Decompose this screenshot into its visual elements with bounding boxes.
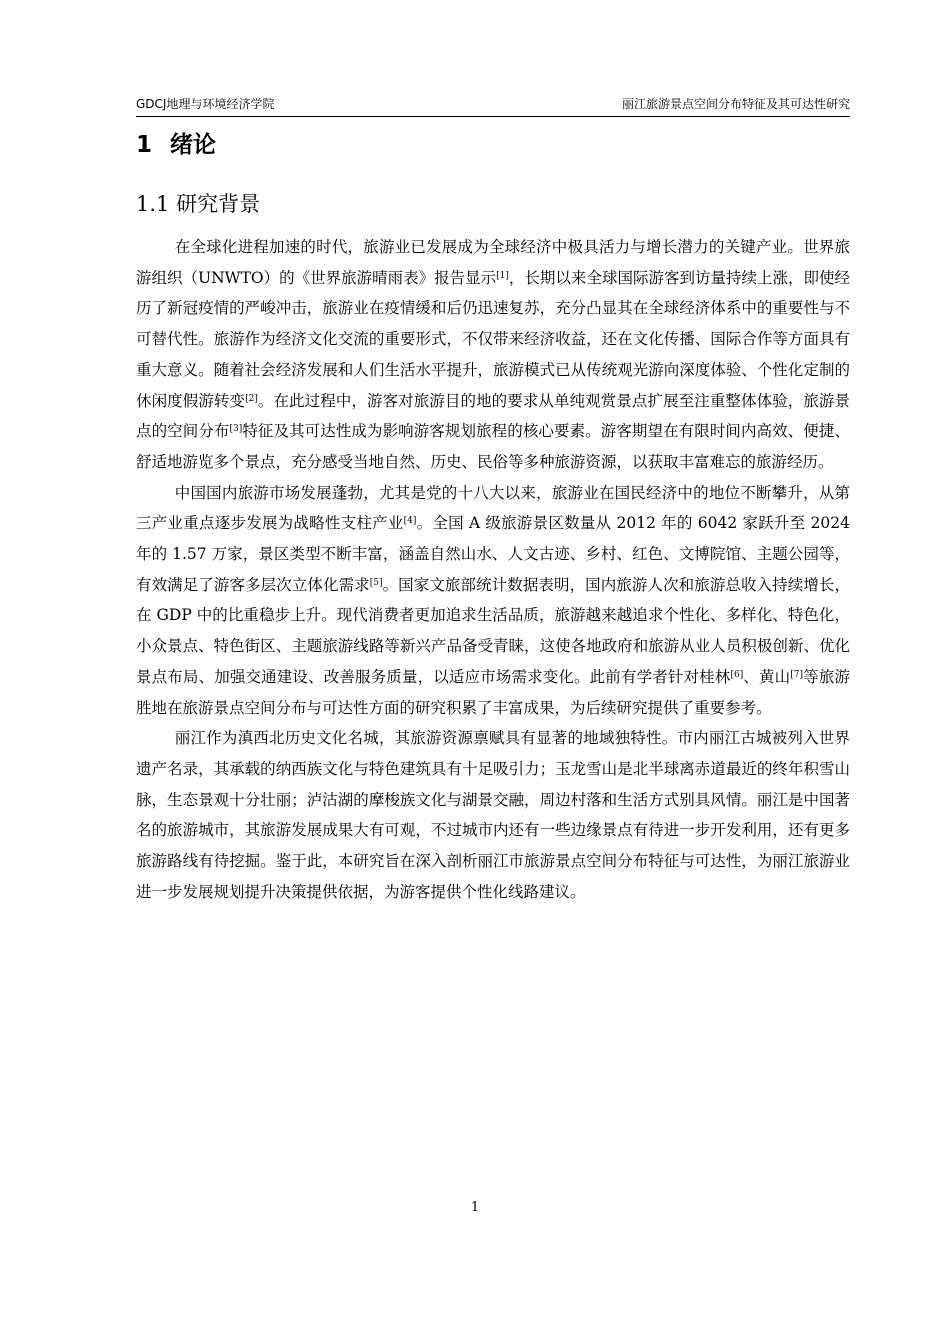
paragraph-text: 特征及其可达性成为影响游客规划旅程的核心要素。游客期望在有限时间内高效、便捷、舒适地游览多个景点，充分感受当地自然、历史、民俗等多种旅游资源，以获取丰富难忘的旅游经历。 <box>136 422 850 471</box>
paragraph-text: 丽江作为滇西北历史文化名城，其旅游资源禀赋具有显著的地域独特性。市内丽江古城被列入世界遗产名录，其承载的纳西族文化与特色建筑具有十足吸引力；玉龙雪山是北半球离赤道最近的终年积雪山脉，生态景观十分壮丽；泸沽湖的摩梭族文化与湖景交融，周边村落和生活方式别具风情。丽江是中国著名的旅游城市，其旅游发展成果大有可观，不过城市内还有一些边缘景点有待进一步开发利用，还有更多旅游路线有待挖掘。鉴于此，本研究旨在深入剖析丽江市旅游景点空间分布特征与可达性，为丽江旅游业进一步发展规划提升决策提供依据，为游客提供个性化线路建议。 <box>136 729 850 901</box>
paragraph-text: ，长期以来全球国际游客到访量持续上涨，即使经历了新冠疫情的严峻冲击，旅游业在疫情缓和后仍迅速复苏，充分凸显其在全球经济体系中的重要性与不可替代性。旅游作为经济文化交流的重要形式，不仅带来经济收益，还在文化传播、国际合作等方面具有重大意义。随着社会经济发展和人们生活水平提升，旅游模式已从传统观光游向深度体验、个性化定制的休闲度假游转变 <box>136 268 850 410</box>
paragraph-text: 、黄山 <box>743 667 791 686</box>
citation-marker: [5] <box>369 577 383 588</box>
header-institution: GDCJ地理与环境经济学院 <box>136 97 275 111</box>
body-text <box>136 232 850 907</box>
citation-marker: [7] <box>790 669 804 680</box>
citation-marker: [1] <box>496 270 509 281</box>
page-number: 1 <box>470 1200 480 1215</box>
body-paragraph <box>136 723 850 907</box>
body-paragraph <box>136 232 850 478</box>
body-paragraph <box>136 478 850 724</box>
paragraph-text: 。在此过程中，游客对旅游目的地的要求从单纯观赏景点扩展至注重整体体验，旅游景点的空间分布 <box>136 391 850 441</box>
citation-marker: [4] <box>403 516 417 527</box>
chapter-number: 1 <box>136 132 153 158</box>
header-title: 丽江旅游景点空间分布特征及其可达性研究 <box>621 97 850 111</box>
paragraph-text: 等旅游胜地在旅游景点空间分布与可达性方面的研究积累了丰富成果，为后续研究提供了重要参考。 <box>136 667 850 717</box>
paragraph-text: 在全球化进程加速的时代，旅游业已发展成为全球经济中极具活力与增长潜力的关键产业。世界旅游组织（UNWTO）的《世界旅游晴雨表》报告显示 <box>136 238 850 287</box>
chapter-heading <box>136 126 850 159</box>
citation-marker: [6] <box>730 669 744 680</box>
paragraph-text: 。国家文旅部统计数据表明，国内旅游人次和旅游总收入持续增长，在 GDP 中的比重稳步上升。现代消费者更加追求生活品质，旅游越来越追求个性化、多样化、特色化，小众景点、特色街区、主题旅游线路等新兴产品备受青睐，这使各地政府和旅游从业人员积极创新、优化景点布局、加强交通建设、改善服务质量，以适应市场需求变化。此前有学者针对桂林 <box>136 575 850 686</box>
citation-marker: [2] <box>245 393 258 404</box>
section-heading: 1.1 研究背景 <box>136 192 261 216</box>
paragraph-text: 中国国内旅游市场发展蓬勃，尤其是党的十八大以来，旅游业在国民经济中的地位不断攀升，从第三产业重点逐步发展为战略性支柱产业 <box>136 483 850 533</box>
paragraph-text: 。全国 A 级旅游景区数量从 2012 年的 6042 家跃升至 2024 年的 1.57 万家，景区类型不断丰富，涵盖自然山水、人文古迹、乡村、红色、文博院馆、主题公园等，有效满足了游客多层次立体化需求 <box>136 514 850 594</box>
citation-marker: [3] <box>229 424 243 435</box>
chapter-title: 绪论 <box>170 132 216 158</box>
running-header <box>136 92 850 117</box>
